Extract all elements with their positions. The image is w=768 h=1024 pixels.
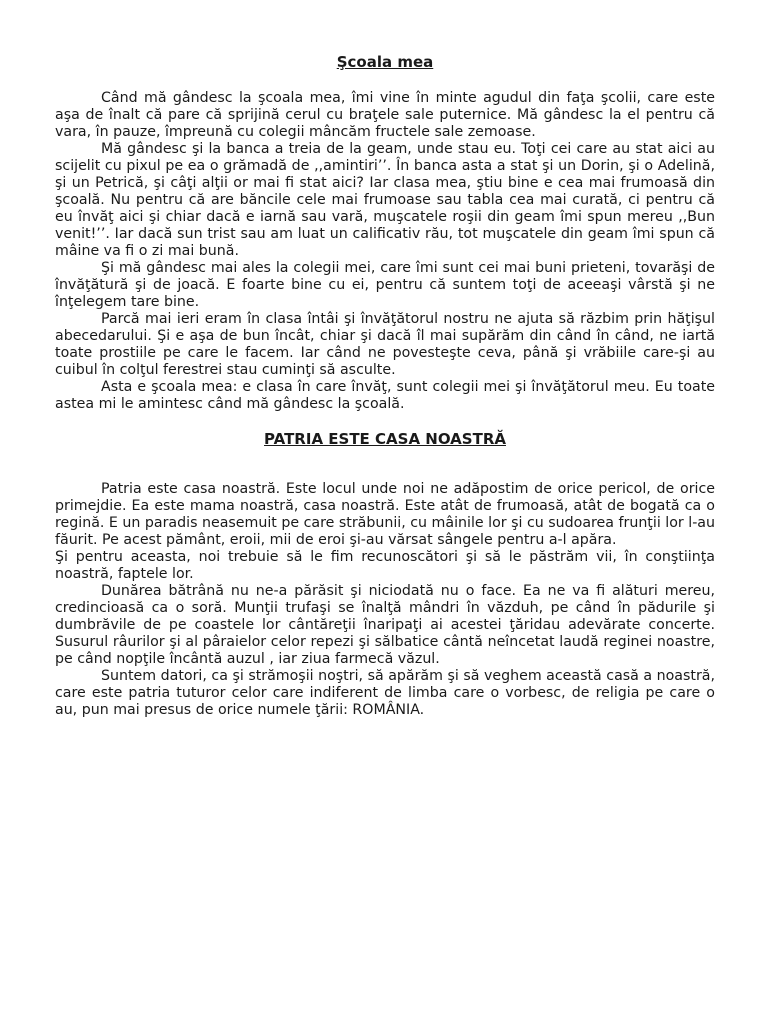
paragraph: Patria este casa noastră. Este locul unde noi ne adăpostim de orice pericol, de orice primejdie. Ea este mama noastră, casa noastră. Este atât de frumoasă, atât de bogată ca o regină. E un paradis neasemuit pe care străbunii, cu mâinile lor şi cu sudoarea frunţii lor l-au făurit. Pe acest pământ, eroii, mii de eroi şi-au vărsat sângele pentru a-l apăra. xyxy=(55,481,715,548)
paragraph: Dunărea bătrână nu ne-a părăsit şi niciodată nu o face. Ea ne va fi alături mereu, credincioasă ca o soră. Munţii trufaşi se înalţă mândri în văzduh, pe când în pădurile şi dumbrăvile de pe coastele lor cântăreţii înaripaţi ai acestei ţăridau adevărate concerte. Susurul râurilor şi al pâraielor celor repezi şi sălbatice cântă neîncetat laudă reginei noastre, pe când nopţile încântă auzul , iar ziua farmecă văzul. xyxy=(55,583,715,667)
section-title-patria: PATRIA ESTE CASA NOASTRĂ xyxy=(264,430,506,448)
paragraph: Parcă mai ieri eram în clasa întâi şi învăţătorul nostru ne ajuta să răzbim prin hăţişul abecedarului. Şi e aşa de bun încât, chiar şi dacă îl mai supărăm din când în când, ne iartă toate prostiile pe care le facem. Iar când ne povesteşte ceva, până şi vrăbiile care-şi au cuibul în colţul ferestrei stau cuminţi să asculte. xyxy=(55,311,715,378)
paragraph: Suntem datori, ca şi strămoşii noştri, să apărăm şi să veghem această casă a noastră, care este patria tuturor celor care indiferent de limba care o vorbesc, de religia pe care o au, pun mai presus de orice numele ţării: ROMÂNIA. xyxy=(55,668,715,718)
section-patria xyxy=(55,481,715,719)
section-title-scoala-mea: Şcoala mea xyxy=(336,53,434,71)
document-page xyxy=(55,52,715,719)
paragraph: Mă gândesc şi la banca a treia de la geam, unde stau eu. Toţi cei care au stat aici au scijelit cu pixul pe ea o grămadă de ,,amintiri’’. În banca asta a stat şi un Dorin, şi o Adelină, şi un Petrică, şi câţi alţii or mai fi stat aici? Iar clasa mea, ştiu bine e cea mai frumoasă din şcoală. Nu pentru că are băncile cele mai frumoase sau tabla cea mai curată, ci pentru că eu învăţ aici şi chiar dacă e iarnă sau vară, muşcatele roşii din geam îmi spun mereu ,,Bun venit!’’. Iar dacă sun trist sau am luat un calificativ rău, tot muşcatele din geam îmi spun că mâine va fi o zi mai bună. xyxy=(55,141,715,259)
section-scoala-mea xyxy=(55,90,715,413)
paragraph: Asta e şcoala mea: e clasa în care învăţ, sunt colegii mei şi învăţătorul meu. Eu toate astea mi le amintesc când mă gândesc la şcoală. xyxy=(55,379,715,412)
paragraph: Şi pentru aceasta, noi trebuie să le fim recunoscători şi să le păstrăm vii, în conştiinţa noastră, faptele lor. xyxy=(55,549,715,582)
paragraph: Şi mă gândesc mai ales la colegii mei, care îmi sunt cei mai buni prieteni, tovarăşi de învăţătură şi de joacă. E foarte bine cu ei, pentru că suntem toţi de aceeaşi vârstă şi ne înţelegem tare bine. xyxy=(55,260,715,310)
paragraph: Când mă gândesc la şcoala mea, îmi vine în minte agudul din faţa şcolii, care este aşa de înalt că pare că sprijină cerul cu braţele sale puternice. Mă gândesc la el pentru că vara, în pauze, împreună cu colegii mâncăm fructele sale zemoase. xyxy=(55,90,715,140)
